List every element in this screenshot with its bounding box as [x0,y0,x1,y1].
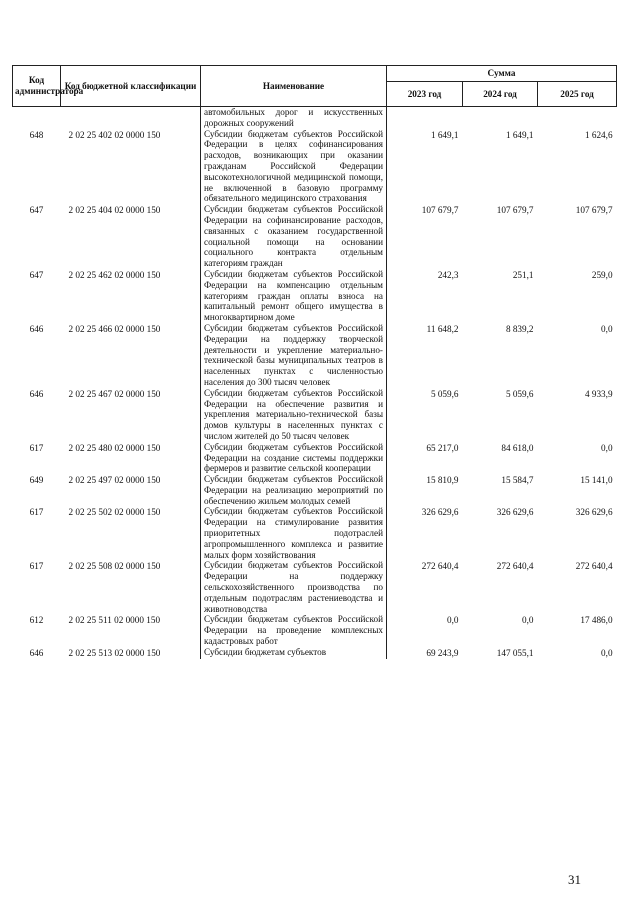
name-cell: Субсидии бюджетам субъектов Российской Федерации на создание системы поддержки фермеров и развитие сельской кооперации [201,442,387,474]
amount-2023-cell: 242,3 [437,269,459,280]
amount-2024-cell: 15 584,7 [501,475,534,486]
header-year-2023: 2023 год [387,82,463,107]
admin-code-cell: 612 [29,615,44,626]
name-cell: Субсидии бюджетам субъектов Российской Федерации на поддержку творческой деятельности и укрепление материально-технической базы муниципальных театров в населенных пунктах с численностью населения до 300 тысяч человек [201,323,387,388]
amount-2025-cell: 326 629,6 [575,507,613,518]
header-budget-classification: Код бюджетной классификации [61,66,201,107]
amount-2025-cell: 0,0 [601,442,613,453]
amount-2025-cell: 259,0 [591,269,613,280]
admin-code-cell: 646 [29,647,44,658]
continuation-row [13,107,617,129]
amount-2023-cell: 15 810,9 [426,475,459,486]
name-cell: Субсидии бюджетам субъектов [201,647,387,659]
budget-code-cell: 2 02 25 466 02 0000 150 [68,323,161,334]
table-row [13,647,617,659]
amount-2025-cell: 107 679,7 [575,205,613,216]
amount-2025-cell: 17 486,0 [580,615,613,626]
amount-2024-cell: 147 055,1 [496,647,534,658]
header-sum: Сумма [387,66,617,82]
amount-2024-cell: 5 059,6 [505,388,534,399]
page-number: 31 [568,872,581,887]
amount-2023-cell: 11 648,2 [426,323,459,334]
budget-code-cell: 2 02 25 462 02 0000 150 [68,269,161,280]
name-cell: Субсидии бюджетам субъектов Российской Федерации на обеспечение развития и укрепления материально-технической базы домов культуры в населенных пунктах с числом жителей до 50 тысяч человек [201,388,387,442]
name-cell: Субсидии бюджетам субъектов Российской Федерации на проведение комплексных кадастровых работ [201,614,387,646]
table-row [13,506,617,560]
budget-code-cell: 2 02 25 404 02 0000 150 [68,205,161,216]
header-admin-code: Код администратора [13,66,61,107]
amount-2024-cell: 8 839,2 [505,323,534,334]
name-cell: Субсидии бюджетам субъектов Российской Федерации на компенсацию отдельным категориям граждан оплаты взноса на капитальный ремонт общего имущества в многоквартирном доме [201,269,387,323]
table-body [13,107,617,659]
header-year-2024: 2024 год [463,82,538,107]
table-row [13,614,617,646]
admin-code-cell: 648 [29,129,44,140]
continuation-text: автомобильных дорог и искусственных дорожных сооружений [201,107,387,129]
amount-2023-cell: 107 679,7 [421,205,459,216]
amount-2024-cell: 0,0 [522,615,534,626]
amount-2024-cell: 107 679,7 [496,205,534,216]
table-row [13,442,617,474]
table-row [13,129,617,205]
amount-2023-cell: 69 243,9 [426,647,459,658]
budget-code-cell: 2 02 25 497 02 0000 150 [68,475,161,486]
amount-2025-cell: 15 141,0 [580,475,613,486]
amount-2025-cell: 272 640,4 [575,561,613,572]
name-cell: Субсидии бюджетам субъектов Российской Федерации на стимулирование развития приоритетных подотраслей агропромышленного комплекса и развитие малых форм хозяйствования [201,506,387,560]
admin-code-cell: 647 [29,205,44,216]
budget-table [12,65,617,659]
budget-code-cell: 2 02 25 513 02 0000 150 [68,647,161,658]
amount-2025-cell: 1 624,6 [584,129,613,140]
amount-2025-cell: 0,0 [601,647,613,658]
admin-code-cell: 646 [29,388,44,399]
budget-code-cell: 2 02 25 502 02 0000 150 [68,507,161,518]
name-cell: Субсидии бюджетам субъектов Российской Федерации на поддержку сельскохозяйственного производства по отдельным подотраслям растениеводства и животноводства [201,560,387,614]
admin-code-cell: 647 [29,269,44,280]
amount-2023-cell: 5 059,6 [430,388,459,399]
admin-code-cell: 617 [29,561,44,572]
table-row [13,388,617,442]
amount-2023-cell: 326 629,6 [421,507,459,518]
table-row [13,204,617,269]
table-row [13,560,617,614]
amount-2024-cell: 272 640,4 [496,561,534,572]
amount-2023-cell: 272 640,4 [421,561,459,572]
amount-2024-cell: 251,1 [512,269,534,280]
name-cell: Субсидии бюджетам субъектов Российской Федерации на софинансирование расходов, связанных с оказанием государственной социальной помощи на основании социального контракта отдельным категориям граждан [201,204,387,269]
amount-2023-cell: 1 649,1 [430,129,459,140]
amount-2023-cell: 65 217,0 [426,442,459,453]
admin-code-cell: 617 [29,442,44,453]
amount-2025-cell: 0,0 [601,323,613,334]
budget-code-cell: 2 02 25 402 02 0000 150 [68,129,161,140]
admin-code-cell: 646 [29,323,44,334]
amount-2024-cell: 84 618,0 [501,442,534,453]
admin-code-cell: 649 [29,475,44,486]
name-cell: Субсидии бюджетам субъектов Российской Федерации в целях софинансирования расходов, возникающих при оказании гражданам Российской Федерации высокотехнологичной медицинской помощи, не включенной в базовую программу обязательного медицинского страхования [201,129,387,205]
amount-2023-cell: 0,0 [447,615,459,626]
table-row [13,323,617,388]
amount-2025-cell: 4 933,9 [584,388,613,399]
header-name: Наименование [201,66,387,107]
header-year-2025: 2025 год [538,82,617,107]
amount-2024-cell: 1 649,1 [505,129,534,140]
amount-2024-cell: 326 629,6 [496,507,534,518]
name-cell: Субсидии бюджетам субъектов Российской Федерации на реализацию мероприятий по обеспечению жильем молодых семей [201,474,387,506]
admin-code-cell: 617 [29,507,44,518]
budget-code-cell: 2 02 25 511 02 0000 150 [68,615,161,626]
budget-code-cell: 2 02 25 467 02 0000 150 [68,388,161,399]
table-row [13,269,617,323]
table-row [13,474,617,506]
budget-code-cell: 2 02 25 480 02 0000 150 [68,442,161,453]
budget-code-cell: 2 02 25 508 02 0000 150 [68,561,161,572]
